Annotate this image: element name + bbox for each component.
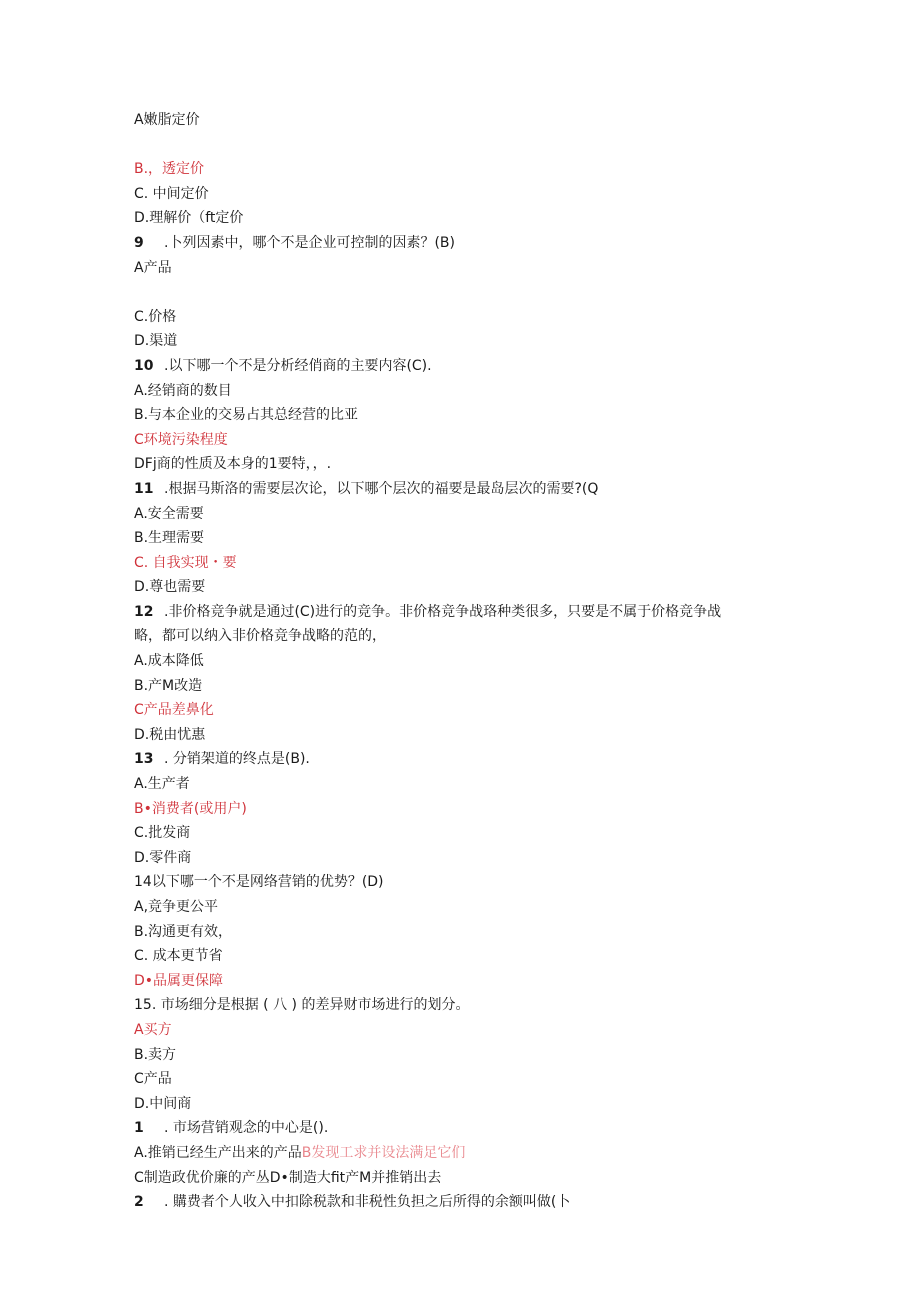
option-d: D.零件商 [134, 849, 192, 866]
option-b: B.卖方 [134, 1046, 177, 1063]
option-a: A.生产者 [134, 776, 190, 793]
option-a: A.安全需要 [134, 505, 204, 522]
option-b: B.沟通更有效， [134, 923, 233, 940]
question-text: .非价格竞争就是通过(C)进行的竞争。非价格竞争战珞种类很多，只要是不属于价格竞争战 [164, 603, 722, 620]
option-c-answer: C环境污染程度 [134, 431, 228, 448]
option-c: C.价格 [134, 308, 177, 325]
question-13 [134, 747, 794, 772]
option-b-answer: B.，透定价 [134, 161, 205, 178]
option-a: A产品 [134, 259, 172, 276]
option-b: B.与本企业的交易占其总经营的比亚 [134, 407, 359, 424]
option-d: D.理解价（ft定价 [134, 210, 244, 227]
option-a: A嫩脂定价 [134, 112, 200, 128]
option-c-answer: C. 自我实现・要 [134, 554, 237, 571]
option-d: D.税由忧惠 [134, 726, 206, 743]
question-9 [134, 231, 794, 256]
option-b-answer: B发现工求并设法满足它们 [301, 1144, 466, 1161]
question-number: 13 [134, 751, 154, 768]
question-11 [134, 477, 794, 502]
option-d: D.渠道 [134, 333, 178, 350]
option-d: D.尊也需要 [134, 579, 206, 596]
option-a: A.推销已经生产出来的产品 [134, 1144, 302, 1161]
option-d: D.中间商 [134, 1095, 192, 1112]
option-d: DFj商的性质及本身的1要特，，. [134, 456, 332, 473]
question-number: 10 [134, 357, 154, 374]
option-c-answer: C产品差鼻化 [134, 702, 214, 719]
option-c: C产品 [134, 1071, 172, 1088]
question-number: 9 [134, 234, 144, 251]
option-b: B.生理需要 [134, 530, 205, 547]
option-a: A.经销商的数目 [134, 382, 232, 399]
option-c: C.批发商 [134, 825, 191, 842]
question-number: 1 [134, 1120, 144, 1137]
option-a-answer: A买方 [134, 1021, 172, 1038]
option-c: C. 中间定价 [134, 185, 209, 202]
document-page [134, 108, 794, 1215]
question-14: 14以下哪一个不是网络营销的优势？(D) [134, 874, 384, 891]
question-10 [134, 354, 794, 379]
question-number: 12 [134, 603, 154, 620]
question-12 [134, 600, 794, 625]
question-text: . 購费者个人收入中扣除税款和非税性负担之后所得的余额叫做(卜 [164, 1194, 571, 1211]
question-12-continued: 略，都可以纳入非价格竞争战略的范的， [134, 628, 386, 645]
question-1 [134, 1116, 794, 1141]
question-text: . 分销架道的终点是(B). [164, 751, 310, 768]
question-text: . 市场营销观念的中心是(). [164, 1120, 329, 1137]
question-15: 15. 市场细分是根据 ( 八 ) 的差异财市场进行的划分。 [134, 997, 470, 1014]
option-a: A.成本降低 [134, 653, 204, 670]
question-text: .以下哪一个不是分析经俏商的主要内容(C). [164, 357, 432, 374]
option-b-answer: B•消费者(或用户) [134, 800, 247, 817]
option-d-answer: D•品属更保障 [134, 972, 224, 989]
option-b: B.产M改造 [134, 677, 203, 694]
question-text: .卜列因素中，哪个不是企业可控制的因素？(B) [164, 234, 455, 251]
question-text: .根据马斯洛的需要层次论，以下哪个层次的福要是最岛层次的需要?(Q [164, 480, 599, 497]
options-a-b [134, 1141, 794, 1166]
question-2 [134, 1190, 794, 1215]
question-number: 11 [134, 480, 154, 497]
option-c: C. 成本更节省 [134, 948, 223, 965]
question-number: 2 [134, 1194, 144, 1211]
options-c-d: C制造政优价廉的产丛D•制造大fit产M并推销出去 [134, 1169, 442, 1186]
option-a: A,竞争更公平 [134, 899, 219, 915]
